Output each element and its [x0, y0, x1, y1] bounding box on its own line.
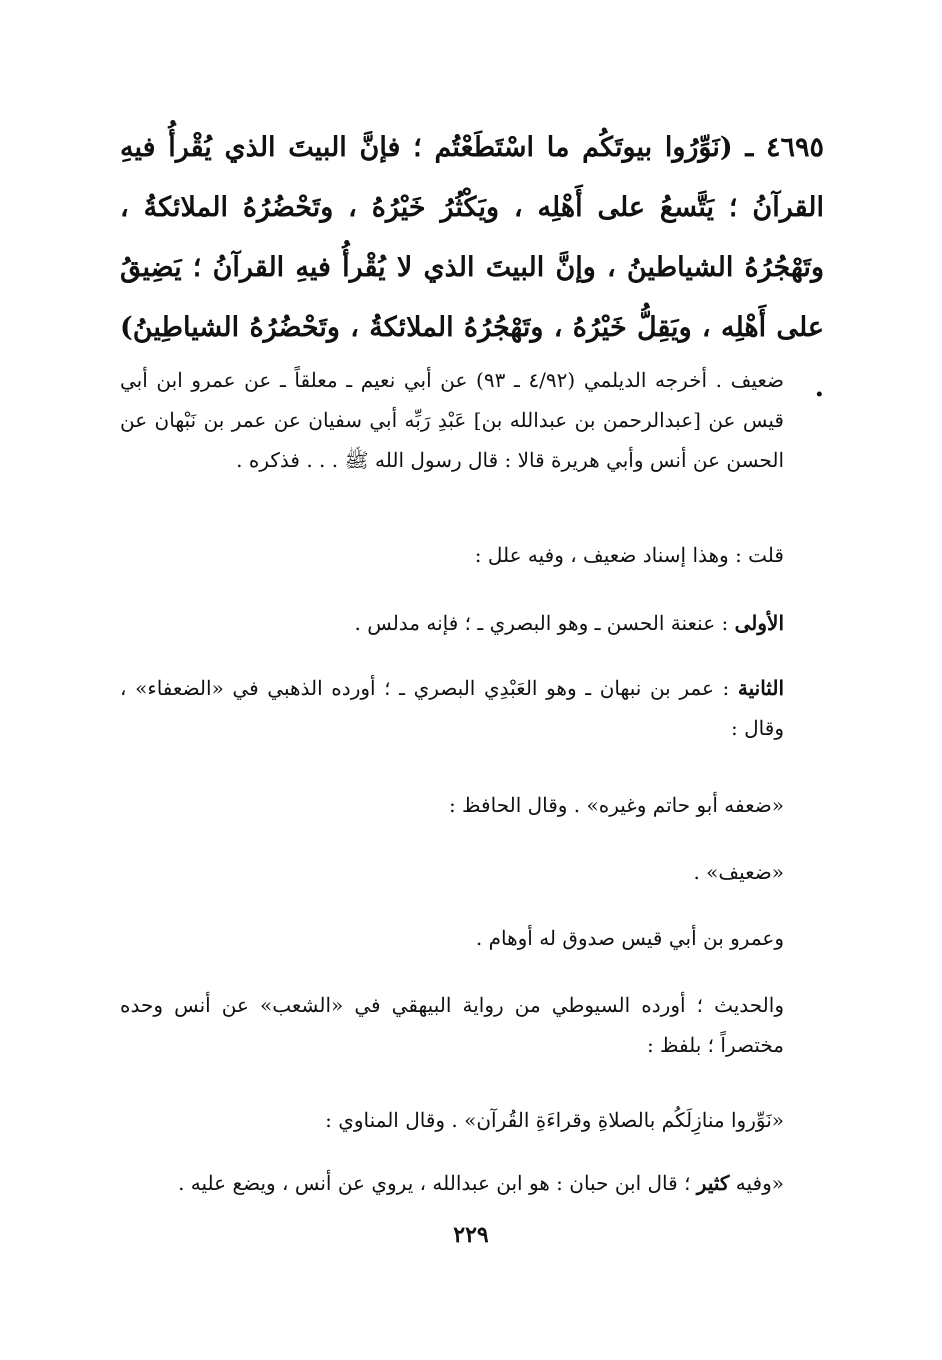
hafiz-quote: «ضعيف» . [693, 860, 784, 884]
second-weakness-text: : عمر بن نبهان ـ وهو العَبْدِي البصري ـ ؛ أورده الذهبي في «الضعفاء» ، وقال : [120, 676, 784, 740]
short-wording-quote: «نَوِّروا منازِلَكُم بالصلاةِ وقراءَةِ القُرآن» . وقال المناوي : [325, 1108, 784, 1132]
takhrij-paragraph: ضعيف . أخرجه الديلمي (٤/٩٢ ـ ٩٣) عن أبي نعيم ـ معلقاً ـ عن عمرو ابن أبي قيس عن [عبدالرحمن بن عبدالله بن] عَبْدِ رَبِّه أبي سفيان عن عمر بن نَبْهان عن الحسن عن أنس وأبي هريرة قالا : قال رسول الله ﷺ . . . فذكره . [120, 368, 784, 472]
second-weakness-label: الثانية [737, 676, 784, 700]
amr-note: وعمرو بن أبي قيس صدوق له أوهام . [475, 926, 784, 950]
weakness-intro: قلت : وهذا إسناد ضعيف ، وفيه علل : [474, 543, 784, 567]
first-weakness-label: الأولى [734, 611, 784, 635]
munawi-quote [120, 1163, 824, 1203]
hadith-number: ٤٦٩٥ [765, 132, 824, 163]
page-number: ٢٢٩ [453, 1222, 489, 1248]
first-weakness [120, 603, 824, 643]
second-weakness [120, 668, 824, 748]
munawi-quote-start: «وفيه [729, 1171, 784, 1195]
dhahabi-quote: «ضعفه أبو حاتم وغيره» . وقال الحافظ : [448, 793, 784, 817]
suyuti-paragraph: والحديث ؛ أورده السيوطي من رواية البيهقي في «الشعب» عن أنس وحده مختصراً ؛ بلفظ : [120, 993, 784, 1057]
munawi-quote-end: ؛ قال ابن حبان : هو ابن عبدالله ، يروي عن أنس ، ويضع عليه . [178, 1171, 697, 1195]
hadith-body: ـ (نَوِّرُوا بيوتَكُم ما اسْتَطَعْتُم ؛ فإنَّ البيتَ الذي يُقْرأُ فيهِ القرآنُ ؛ يَتَّسعُ على أَهْلِه ، ويَكْثُرُ خَيْرُهُ ، وتَحْضُرُهُ الملائكةُ ، وتَهْجُرُهُ الشياطينُ ، وإنَّ البيتَ الذي لا يُقْرأُ فيهِ القرآنُ ؛ يَضِيقُ على أَهْلِه ، ويَقِلُّ خَيْرُهُ ، وتَهْجُرُهُ الملائكةُ ، وتَحْضُرُهُ الشياطِينُ) . [120, 132, 824, 403]
first-weakness-text: : عنعنة الحسن ـ وهو البصري ـ ؛ فإنه مدلس . [354, 611, 735, 635]
munawi-quote-name: كثير [696, 1171, 730, 1195]
